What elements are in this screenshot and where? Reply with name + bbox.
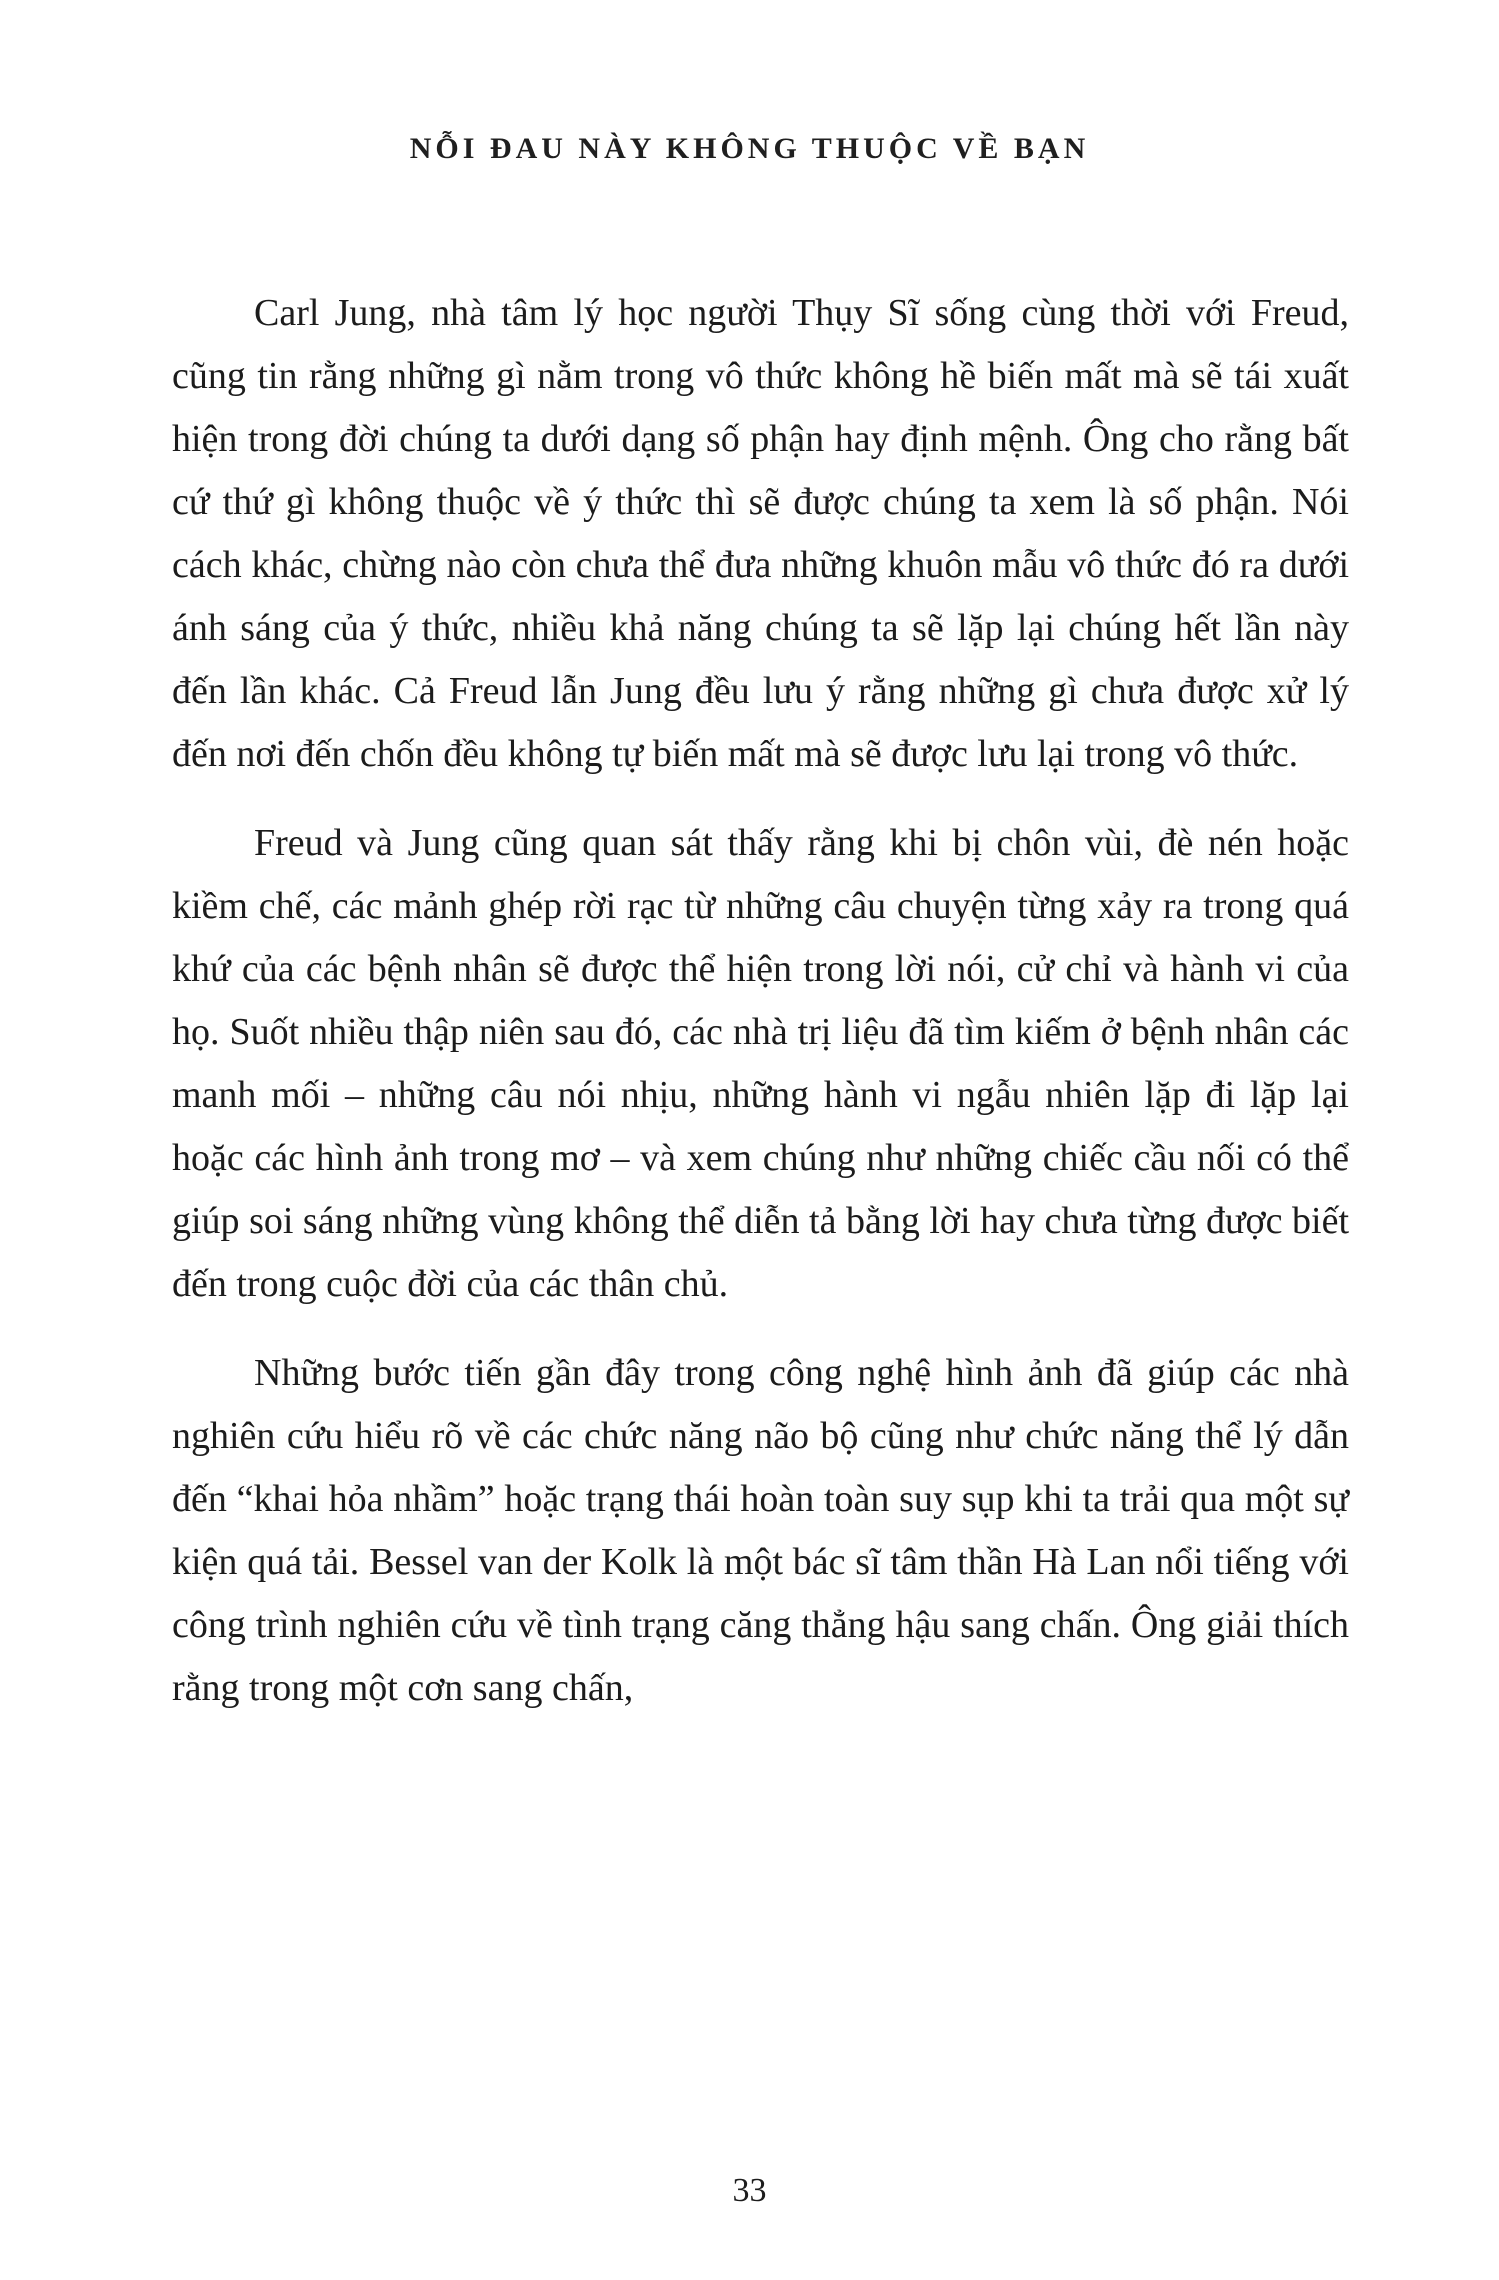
paragraph: Carl Jung, nhà tâm lý học người Thụy Sĩ sống cùng thời với Freud, cũng tin rằng những gì nằm trong vô thức không hề biến mất mà sẽ tái xuất hiện trong đời chúng ta dưới dạng số phận hay định mệnh. Ông cho rằng bất cứ thứ gì không thuộc về ý thức thì sẽ được chúng ta xem là số phận. Nói cách khác, chừng nào còn chưa thể đưa những khuôn mẫu vô thức đó ra dưới ánh sáng của ý thức, nhiều khả năng chúng ta sẽ lặp lại chúng hết lần này đến lần khác. Cả Freud lẫn Jung đều lưu ý rằng những gì chưa được xử lý đến nơi đến chốn đều không tự biến mất mà sẽ được lưu lại trong vô thức. xyxy=(172,292,1349,775)
paragraph: Những bước tiến gần đây trong công nghệ hình ảnh đã giúp các nhà nghiên cứu hiểu rõ về các chức năng não bộ cũng như chức năng thể lý dẫn đến “khai hỏa nhầm” hoặc trạng thái hoàn toàn suy sụp khi ta trải qua một sự kiện quá tải. Bessel van der Kolk là một bác sĩ tâm thần Hà Lan nổi tiếng với công trình nghiên cứu về tình trạng căng thẳng hậu sang chấn. Ông giải thích rằng trong một cơn sang chấn, xyxy=(172,1352,1349,1709)
page-content xyxy=(172,282,1349,1746)
paragraph: Freud và Jung cũng quan sát thấy rằng khi bị chôn vùi, đè nén hoặc kiềm chế, các mảnh ghép rời rạc từ những câu chuyện từng xảy ra trong quá khứ của các bệnh nhân sẽ được thể hiện trong lời nói, cử chỉ và hành vi của họ. Suốt nhiều thập niên sau đó, các nhà trị liệu đã tìm kiếm ở bệnh nhân các manh mối – những câu nói nhịu, những hành vi ngẫu nhiên lặp đi lặp lại hoặc các hình ảnh trong mơ – và xem chúng như những chiếc cầu nối có thể giúp soi sáng những vùng không thể diễn tả bằng lời hay chưa từng được biết đến trong cuộc đời của các thân chủ. xyxy=(172,822,1349,1305)
running-header: NỖI ĐAU NÀY KHÔNG THUỘC VỀ BẠN xyxy=(409,132,1090,165)
page-number: 33 xyxy=(732,2172,767,2209)
